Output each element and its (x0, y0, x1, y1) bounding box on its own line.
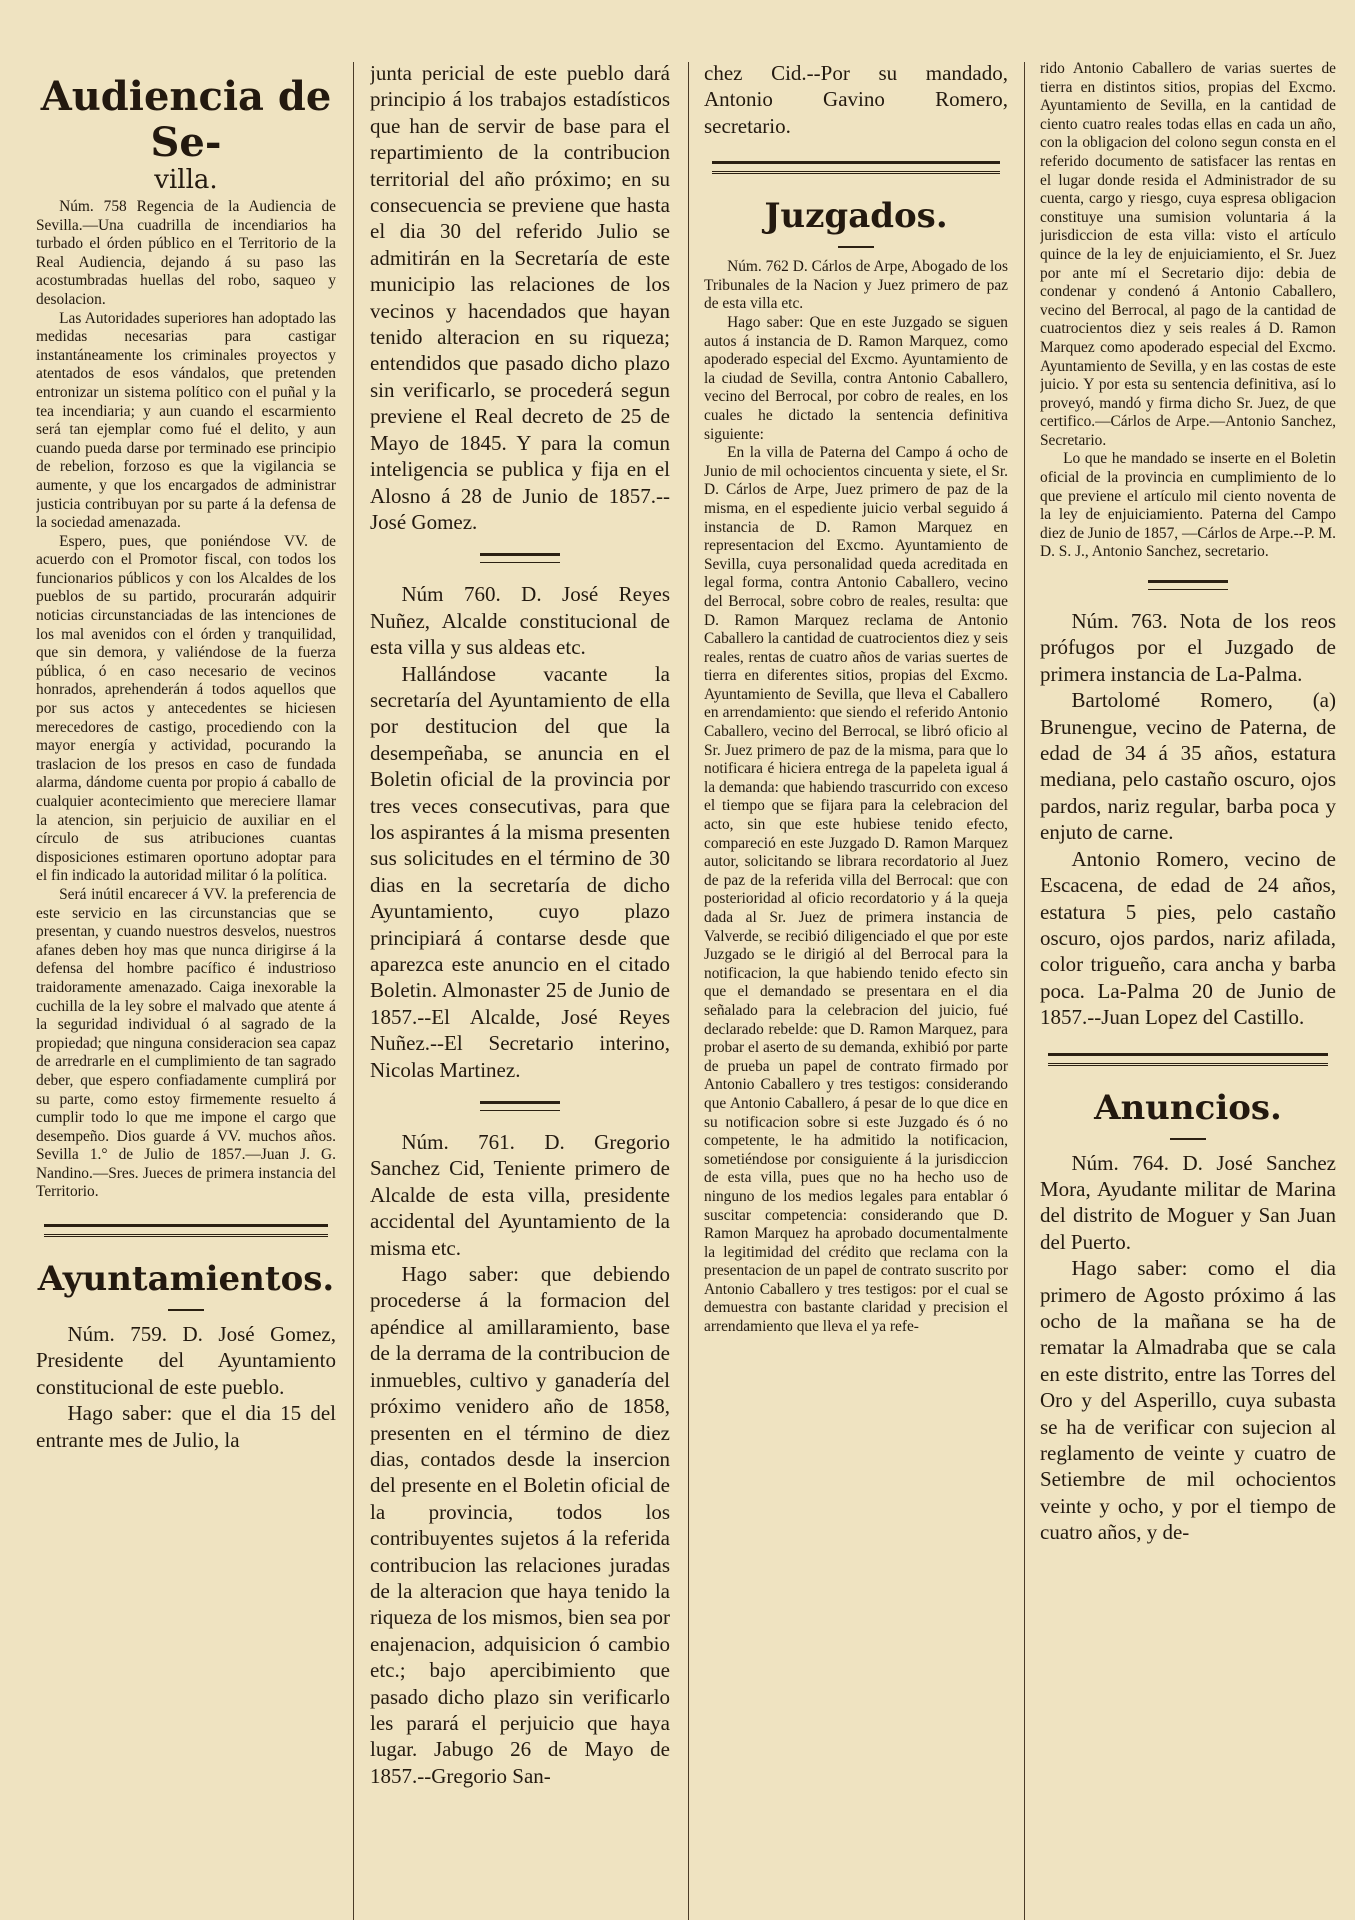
heading-underline (838, 246, 874, 248)
notice-763-intro: Núm. 763. Nota de los reos prófugos por el Juzgado de primera instancia de La-Palma. (1040, 609, 1336, 686)
section-heading-juzgados: Juzgados. (764, 196, 948, 237)
section-heading-audiencia (36, 74, 336, 194)
notice-759-continuation: junta pericial de este pueblo dará principio á los trabajos estadísticos que han de servir de base para el repartimiento de la contribucion territorial del año próximo; en su consecuencia se previene que hasta el dia 30 del referido Julio se admitirán en la Secretaría de este municipio las relaciones de los vecinos y hacendados que hayan tenido alteracion en su riqueza; entendidos que pasado dicho plazo sin verificarlo, se procederá segun previene el Real decreto de 25 de Mayo de 1845. Y para la comun inteligencia se publica y fija en el Alosno á 28 de Junio de 1857.--José Gomez. (370, 61, 670, 534)
notice-762-continuation: rido Antonio Caballero de varias suertes de tierra en distintos sitios, propias del Excmo. Ayuntamiento de Sevilla, en la cantidad de ciento cuatro reales todas ellas en cada un año, con la obligacion del colono segun consta en el referido documento de satisfacer las rentas en el lugar donde resida el Administrador de su cuenta, cargo y riesgo, cuya espresa obligacion constituye una sumision voluntaria á la jurisdiccion de esta villa: visto el artículo quince de la ley de enjuiciamiento, el Sr. Juez por ante mí el Secretario dijo: debia de condenar y condenó á Antonio Caballero, vecino del Berrocal, al pago de la cantidad de cuatrocientos diez y seis reales á D. Ramon Marquez como apoderado especial del Excmo. Ayuntamiento de Sevilla, y en las costas de este juicio. Y por esta su sentencia definitiva, así lo proveyó, mandó y firma dicho Sr. Juez, de que certifico.—Cárlos de Arpe.—Antonio Sanchez, Secretario. (1040, 60, 1336, 449)
notice-763-paragraph: Bartolomé Romero, (a) Brunengue, vecino de Paterna, de edad de 34 á 35 años, estatura mediana, pelo castaño oscuro, ojos pardos, nariz regular, barba poca y enjuto de carne. (1040, 688, 1336, 845)
heading-underline (1170, 1138, 1206, 1140)
heading-tail: villa. (154, 165, 218, 195)
notice-759-paragraph: Hago saber: que el dia 15 del entrante mes de Julio, la (36, 1401, 336, 1452)
section-separator (1048, 1053, 1328, 1066)
section-heading-anuncios: Anuncios. (1094, 1087, 1282, 1128)
notice-764-intro: Núm. 764. D. José Sanchez Mora, Ayudante militar de Marina del distrito de Moguer y San Juan del Puerto. (1040, 1150, 1336, 1254)
heading-text: Audiencia de Se- (40, 73, 332, 166)
notice-762-closing: Lo que he mandado se inserte en el Boletin oficial de la provincia en cumplimiento de lo que previene el artículo mil ciento noventa de la ley de enjuiciamiento. Paterna del Campo diez de Junio de 1857, —Cárlos de Arpe.--P. M. D. S. J., Antonio Sanchez, secretario. (1040, 450, 1336, 561)
notice-758-paragraph: Las Autoridades superiores han adoptado las medidas necesarias para castigar instantáneamente los criminales proyectos y atentados de esos vándalos, que pretenden entronizar un sistema político con el puñal y la tea incendiaria; y aun cuando el escarmiento será tan ejemplar como fué el delito, y aun cuando pueda darse por terminado ese principio de rebelion, forzoso es que la vigilancia se aumente, y que los encargados de administrar justicia contribuyan por su parte á la defensa de la sociedad amenazada. (36, 309, 336, 532)
section-separator (44, 1224, 328, 1237)
column-rule (688, 62, 689, 1920)
notice-762-paragraph: En la villa de Paterna del Campo á ocho de Junio de mil ochocientos cincuenta y siete, el Sr. D. Cárlos de Arpe, Juez primero de paz de la misma, en el espediente juicio verbal seguido á instancia de D. Ramon Marquez en representacion del Excmo. Ayuntamiento de Sevilla, cuya personalidad queda acreditada en legal forma, contra Antonio Caballero, vecino del Berrocal, sobre cobro de reales, resulta: que D. Ramon Marquez reclama de Antonio Caballero la cantidad de cuatrocientos diez y seis reales, rentas de cuatro años de varias suertes de tierra en diferentes sitios, propias del Excmo. Ayuntamiento de Sevilla, que lleva el Caballero en arrendamiento: que siendo el referido Antonio Caballero, vecino del Berrocal, se libró oficio al Sr. Juez primero de paz de la misma, para que lo notificara é hiciera entrega de la papeleta igual á la demanda: que habiendo trascurrido con exceso el tiempo que se fijara para la celebracion del acto, sin que este hubiese tenido efecto, compareció en este Juzgado D. Ramon Marquez autor, solicitando se librara recordatorio al Juez de paz de la referida villa del Berrocal: que con posterioridad al oficio recordatorio y á la queja dada al Sr. Juez de primera instancia de Valverde, se recibió diligenciado el que por este Juzgado se le dirigió al del Berrocal para la notificacion, la que habiendo tenido efecto sin que el demandado se presentara en el dia señalado para la celebracion del juicio, fué declarado rebelde: que D. Ramon Marquez, para probar el aserto de su demanda, exhibió por parte de prueba un papel de contrato firmado por Antonio Caballero y tres testigos: considerando que Antonio Caballero, á pesar de lo que dice en su notificacion sobre si este Juzgado és ó no competente, le ha admitido la notificacion, sometiéndose por consiguiente á la jurisdiccion de esta villa, pues que no ha hecho uso de ninguno de los medios legales para entablar ó suscitar competencia: considerando que D. Ramon Marquez ha aprobado documentalmente la legitimidad del crédito que reclama con la presentacion de un papel de contrato suscrito por Antonio Caballero y tres testigos: por el cual se demuestra con bastante claridad y precision el arrendamiento que lleva el ya refe- (704, 444, 1008, 1336)
notice-758-paragraph: Espero, pues, que poniéndose VV. de acuerdo con el Promotor fiscal, con todos los funcionarios públicos y con los Alcaldes de los pueblos de su partido, procurarán adquirir noticias circunstanciadas de las intenciones de los mal avenidos con el órden y tranquilidad, que sin demora, y valiéndose de la fuerza pública, ó en caso necesario de vecinos honrados, aprehenderán á todos aquellos que por sus actos y antecedentes se hiciesen merecedores de castigo, procediendo con la mayor energía y actividad, pocurando la traslacion de los presos en caso de fundada alarma, dándome cuenta por propio á caballo de cualquier acontecimiento que mereciere llamar la atencion, sin perjuicio de auxiliar en el círculo de sus atribuciones cuantas disposiciones estimaren oportuno adoptar para el fin indicado la autoridad militar ó la política. (36, 532, 336, 885)
notice-760-paragraph: Hallándose vacante la secretaría del Ayuntamiento de ella por destitucion del que la desempeñaba, se anuncia en el Boletin oficial de la provincia por tres veces consecutivas, para que los aspirantes á la misma presenten sus solicitudes en el término de 30 dias en la secretaría de dicho Ayuntamiento, cuyo plazo principiará á contarse desde que aparezca este anuncio en el citado Boletin. Almonaster 25 de Junio de 1857.--El Alcalde, José Reyes Nuñez.--El Secretario interino, Nicolas Martinez. (370, 661, 670, 1082)
notice-758-paragraph: Será inútil encarecer á VV. la preferencia de este servicio en las circunstancias que se presentan, y cuando nuestros desvelos, nuestros afanes deben hoy mas que nunca dirigirse á la defensa del hombre pacífico é industrioso traidoramente amenazado. Caiga inexorable la cuchilla de la ley sobre el malvado que atente á la seguridad individual ó al sagrado de la propiedad; que ninguna consideracion sea capaz de arredrarle en el cumplimiento de tan sagrado deber, que espero confiadamente cumplirá por su parte, como estoy firmemente resuelto á cumplir todo lo que me impone el cargo que desempeño. Dios guarde á VV. muchos años. Sevilla 1.° de Julio de 1857.—Juan J. G. Nandino.—Sres. Jueces de primera instancia del Territorio. (36, 885, 336, 1201)
column-2 (370, 60, 670, 1912)
notice-761-paragraph: Hago saber: que debiendo procederse á la formacion del apéndice al amillaramiento, base de la derrama de la contribucion de inmuebles, cultivo y ganadería del próximo venidero año de 1858, presenten en el término de diez dias, contados desde la insercion del presente en el Boletin oficial de la provincia, todos los contribuyentes sujetos á la referida contribucion las relaciones juradas de la alteracion que haya tenido la riqueza de los mismos, bien sea por enajenacion, adquisicion ó cambio etc.; bajo apercibimiento que pasado dicho plazo sin verificarlo les parará el perjuicio que haya lugar. Jabugo 26 de Mayo de 1857.--Gregorio San- (370, 1262, 670, 1788)
notice-764-paragraph: Hago saber: como el dia primero de Agosto próximo á las ocho de la mañana se ha de rematar la Almadraba que se cala en este distrito, entre las Torres del Oro y del Asperillo, cuya subasta se ha de verificar con sujecion al reglamento de veinte y cuatro de Setiembre de mil ochocientos veinte y ocho, y por el tiempo de cuatro años, y de- (1040, 1256, 1336, 1545)
section-separator (712, 161, 1000, 174)
notice-763-paragraph: Antonio Romero, vecino de Escacena, de edad de 24 años, estatura 5 pies, pelo castaño oscuro, ojos pardos, nariz afilada, color trigueño, cara ancha y barba poca. La-Palma 20 de Junio de 1857.--Juan Lopez del Castillo. (1040, 846, 1336, 1030)
column-rule (353, 62, 354, 1920)
notice-separator (480, 1101, 560, 1111)
column-4 (1040, 60, 1336, 1912)
notice-762-intro: Núm. 762 D. Cárlos de Arpe, Abogado de los Tribunales de la Nacion y Juez primero de paz de esta villa etc. (704, 258, 1008, 313)
heading-underline (168, 1309, 204, 1311)
notice-762-paragraph: Hago saber: Que en este Juzgado se siguen autos á instancia de D. Ramon Marquez, como apoderado especial del Excmo. Ayuntamiento de la ciudad de Sevilla, contra Antonio Caballero, vecino del Berrocal, por cobro de reales, en los cuales he dictado la sentencia definitiva siguiente: (704, 314, 1008, 443)
notice-761-continuation: chez Cid.--Por su mandado, Antonio Gavino Romero, secretario. (704, 61, 1008, 138)
column-1 (36, 60, 336, 1912)
notice-758-intro: Núm. 758 Regencia de la Audiencia de Sevilla.—Una cuadrilla de incendiarios ha turbado el órden público en el Territorio de la Real Audiencia, dejando á su paso las acostumbradas huellas del robo, saqueo y desolacion. (36, 198, 336, 308)
notice-separator (480, 553, 560, 563)
notice-761-intro: Núm. 761. D. Gregorio Sanchez Cid, Teniente primero de Alcalde de esta villa, presidente accidental del Ayuntamiento de la misma etc. (370, 1130, 670, 1260)
column-3 (704, 60, 1008, 1912)
notice-separator (1148, 580, 1228, 590)
section-heading-ayuntamientos: Ayuntamientos. (37, 1259, 335, 1300)
column-rule (1024, 62, 1025, 1920)
notice-760-intro: Núm 760. D. José Reyes Nuñez, Alcalde constitucional de esta villa y sus aldeas etc. (370, 582, 670, 660)
notice-759-intro: Núm. 759. D. José Gomez, Presidente del Ayuntamiento constitucional de este pueblo. (36, 1322, 336, 1399)
